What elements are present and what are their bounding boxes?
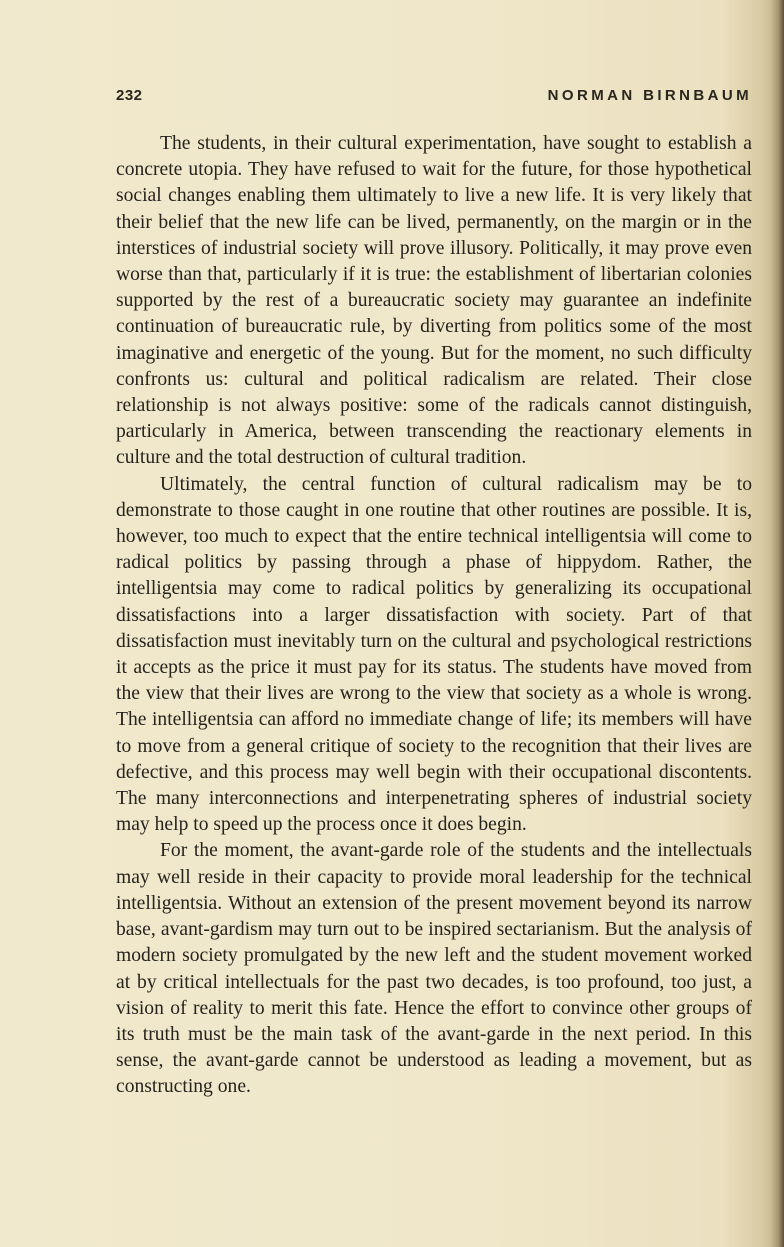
page-header <box>116 87 752 111</box>
paragraph: For the moment, the avant-garde role of the students and the intellectuals may well reside in their capacity to provide moral leadership for the technical intelligentsia. Without an extension of the present movement beyond its narrow base, avant-gardism may turn out to be inspired sectarianism. But the analysis of modern society promulgated by the new left and the student movement worked at by critical intellectuals for the past two decades, is too profound, too just, a vision of reality to merit this fate. Hence the effort to convince other groups of its truth must be the main task of the avant-garde in the next period. In this sense, the avant-garde cannot be understood as leading a movement, but as constructing one. <box>116 840 752 1098</box>
running-head-author: NORMAN BIRNBAUM <box>547 87 752 104</box>
paragraph: The students, in their cultural experimentation, have sought to establish a concrete utopia. They have refused to wait for the future, for those hypothetical social changes enabling them ultimately to live a new life. It is very likely that their belief that the new life can be lived, permanently, on the margin or in the interstices of industrial society will prove illusory. Politically, it may prove even worse than that, particularly if it is true: the establishment of libertarian colonies supported by the rest of a bureaucratic society may guarantee an indefinite continuation of bureaucratic rule, by diverting from politics some of the most imaginative and energetic of the young. But for the moment, no such difficulty confronts us: cultural and political radicalism are related. Their close relationship is not always positive: some of the radicals cannot distinguish, particularly in America, between transcending the reactionary elements in culture and the total destruction of cultural tradition. <box>116 133 752 469</box>
body-text <box>116 131 752 1101</box>
paragraph: Ultimately, the central function of cultural radicalism may be to demonstrate to those caught in one routine that other routines are possible. It is, however, too much to expect that the entire technical intelligentsia will come to radical politics by passing through a phase of hippydom. Rather, the intelligentsia may come to radical politics by generalizing its occupational dissatisfactions into a larger dissatisfaction with society. Part of that dissatisfaction must inevitably turn on the cultural and psychological restrictions it accepts as the price it must pay for its status. The students have moved from the view that their lives are wrong to the view that society as a whole is wrong. The intelligentsia can afford no immediate change of life; its members will have to move from a general critique of society to the recognition that their lives are defective, and this process may well begin with their occupational discontents. The many interconnections and interpenetrating spheres of industrial society may help to speed up the process once it does begin. <box>116 473 752 836</box>
page-number: 232 <box>116 87 143 104</box>
page-edge-shadow <box>770 0 784 1247</box>
